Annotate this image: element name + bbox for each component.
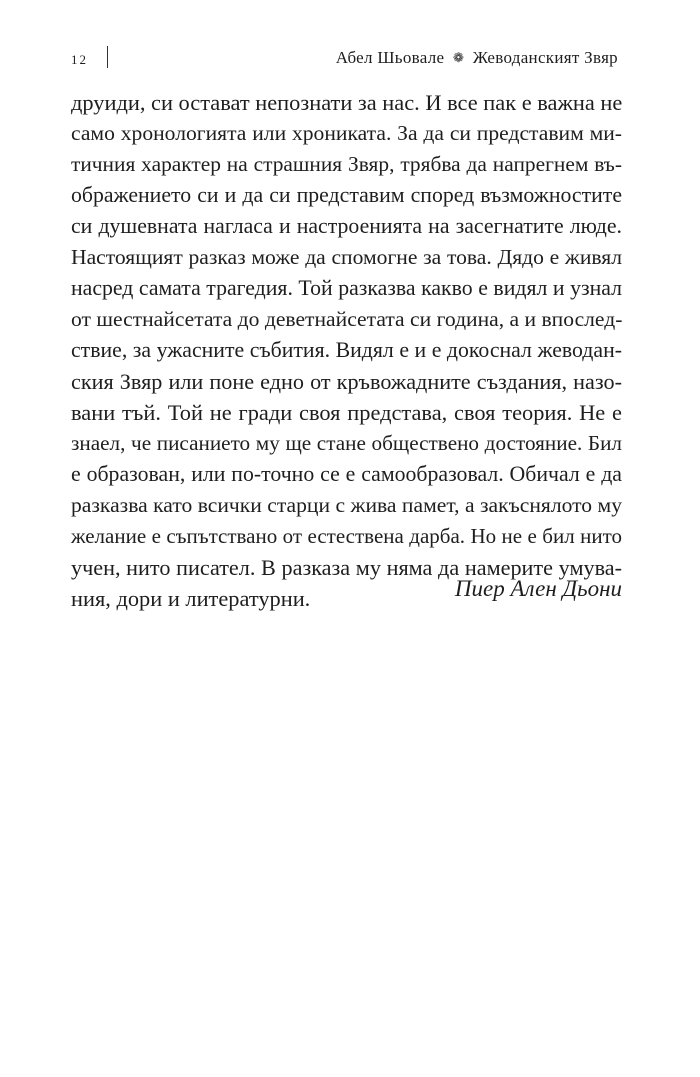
page-number: 12 [71, 52, 88, 67]
text-line: учен, нито писател. В разказа му няма да намерите умува- [71, 555, 622, 580]
running-head [71, 44, 618, 72]
text-line: тичния характер на страшния Звяр, трябва да напрегнем въ- [71, 152, 622, 176]
flower-ornament-icon: ❁ [452, 50, 465, 65]
header-title-group [336, 44, 618, 72]
header-author: Абел Шьовале [335, 48, 445, 67]
text-line: си душевната нагласа и настроенията на засегнатите люде. [71, 214, 622, 238]
text-line: вани тъй. Той не гради своя представа, своя теория. Не е [71, 400, 622, 425]
header-book-title: Жеводанският Звяр [472, 48, 618, 67]
header-divider [107, 46, 108, 68]
text-line: ображението си и да си представим според възможностите [71, 183, 622, 207]
text-line: насред самата трагедия. Той разказва какво е видял и узнал [71, 276, 622, 300]
text-line: е образован, или по-точно се е самообразовал. Обичал е да [71, 462, 622, 486]
text-line: ския Звяр или поне едно от кръвожадните създания, назо- [71, 369, 622, 394]
text-line: само хронологията или хрониката. За да си представим ми- [71, 121, 622, 145]
text-line: желание е съпътствано от естествена дарба. Но не е бил нито [71, 524, 622, 548]
text-line: Настоящият разказ може да спомогне за това. Дядо е живял [71, 245, 622, 269]
text-line: от шестнайсетата до деветнайсетата си година, а и впослед- [71, 307, 623, 331]
text-line: друиди, си остават непознати за нас. И все пак е важна не [71, 90, 623, 115]
signature-author: Пиер Ален Дьони [454, 576, 622, 601]
text-line: ния, дори и литературни. [71, 586, 311, 611]
body-paragraph [71, 87, 622, 614]
text-line: разказва като всички старци с жива памет, а закъснялото му [71, 493, 622, 517]
text-line: знаел, че писанието му ще стане обществено достояние. Бил [71, 431, 622, 455]
text-line: ствие, за ужасните събития. Видял е и е докоснал жеводан- [71, 338, 622, 362]
